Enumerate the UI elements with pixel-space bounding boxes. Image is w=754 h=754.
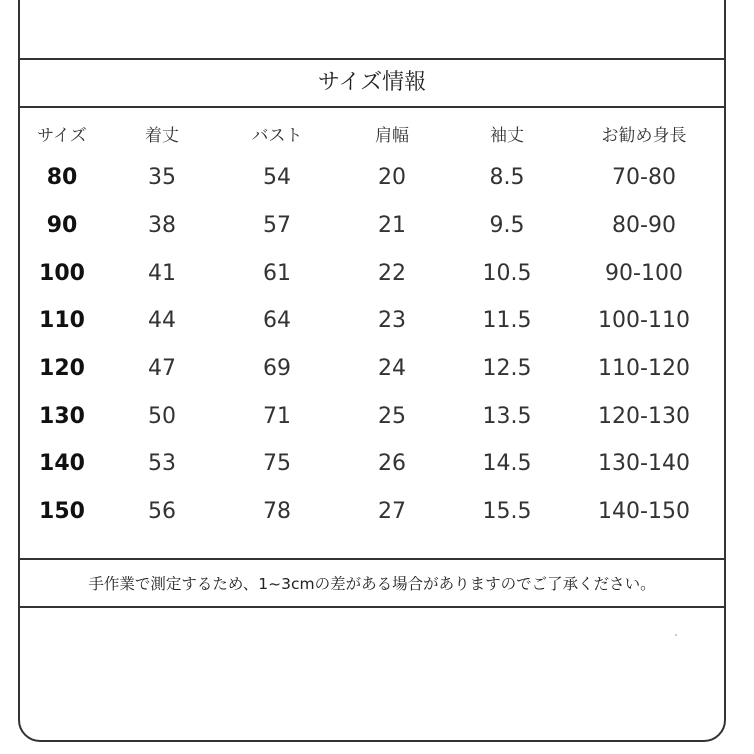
cell-size: 110 <box>39 308 85 334</box>
cell-length: 56 <box>148 499 176 525</box>
header-sleeve: 袖丈 <box>490 125 524 146</box>
header-length: 着丈 <box>145 125 179 146</box>
cell-size: 80 <box>46 165 78 191</box>
header-bust: バスト <box>251 125 303 146</box>
divider-title <box>18 106 726 108</box>
cell-bust: 78 <box>263 499 291 525</box>
cell-height: 70-80 <box>612 165 676 191</box>
cell-size: 100 <box>39 260 85 286</box>
cell-size: 120 <box>39 356 85 382</box>
cell-shoulder: 24 <box>378 356 406 382</box>
cell-bust: 71 <box>263 403 291 429</box>
cell-length: 35 <box>148 165 176 191</box>
cell-sleeve: 10.5 <box>482 260 532 286</box>
table-row <box>20 440 724 488</box>
cell-length: 53 <box>148 451 176 477</box>
size-info-title: サイズ情報 <box>317 70 427 95</box>
table-row <box>20 202 724 250</box>
divider-top <box>18 58 726 60</box>
cell-sleeve: 15.5 <box>482 499 532 525</box>
table-row <box>20 249 724 297</box>
cell-shoulder: 22 <box>378 260 406 286</box>
cell-length: 38 <box>148 213 176 239</box>
speck <box>675 634 677 636</box>
table-row <box>20 488 724 536</box>
cell-sleeve: 12.5 <box>482 356 532 382</box>
table-header-row <box>20 112 724 154</box>
cell-size: 140 <box>39 451 85 477</box>
table-row <box>20 154 724 202</box>
table-row <box>20 392 724 440</box>
table-row <box>20 345 724 393</box>
cell-length: 44 <box>148 308 176 334</box>
cell-sleeve: 8.5 <box>489 165 525 191</box>
header-size: サイズ <box>37 125 87 146</box>
cell-length: 41 <box>148 260 176 286</box>
cell-height: 110-120 <box>598 356 690 382</box>
cell-sleeve: 14.5 <box>482 451 532 477</box>
cell-height: 140-150 <box>598 499 690 525</box>
cell-length: 50 <box>148 403 176 429</box>
cell-shoulder: 27 <box>378 499 406 525</box>
cell-height: 130-140 <box>598 451 690 477</box>
divider-note-bottom <box>18 606 726 608</box>
table-body <box>20 154 724 536</box>
cell-bust: 75 <box>263 451 291 477</box>
cell-height: 100-110 <box>598 308 690 334</box>
cell-bust: 69 <box>263 356 291 382</box>
cell-height: 120-130 <box>598 403 690 429</box>
cell-shoulder: 23 <box>378 308 406 334</box>
cell-height: 80-90 <box>612 213 676 239</box>
cell-bust: 54 <box>263 165 291 191</box>
divider-note-top <box>18 558 726 560</box>
cell-sleeve: 9.5 <box>489 213 525 239</box>
cell-sleeve: 13.5 <box>482 403 532 429</box>
cell-shoulder: 25 <box>378 403 406 429</box>
size-table <box>20 112 724 536</box>
cell-shoulder: 20 <box>378 165 406 191</box>
measurement-note: 手作業で測定するため、1~3cmの差がある場合がありますのでご了承ください。 <box>88 575 656 593</box>
header-recommended-height: お勧め身長 <box>601 125 687 146</box>
cell-size: 90 <box>46 213 78 239</box>
cell-height: 90-100 <box>605 260 683 286</box>
cell-size: 130 <box>39 403 85 429</box>
cell-shoulder: 26 <box>378 451 406 477</box>
cell-size: 150 <box>39 499 85 525</box>
cell-length: 47 <box>148 356 176 382</box>
cell-sleeve: 11.5 <box>482 308 532 334</box>
cell-bust: 57 <box>263 213 291 239</box>
cell-bust: 61 <box>263 260 291 286</box>
table-row <box>20 297 724 345</box>
cell-bust: 64 <box>263 308 291 334</box>
header-shoulder: 肩幅 <box>375 125 409 146</box>
cell-shoulder: 21 <box>378 213 406 239</box>
